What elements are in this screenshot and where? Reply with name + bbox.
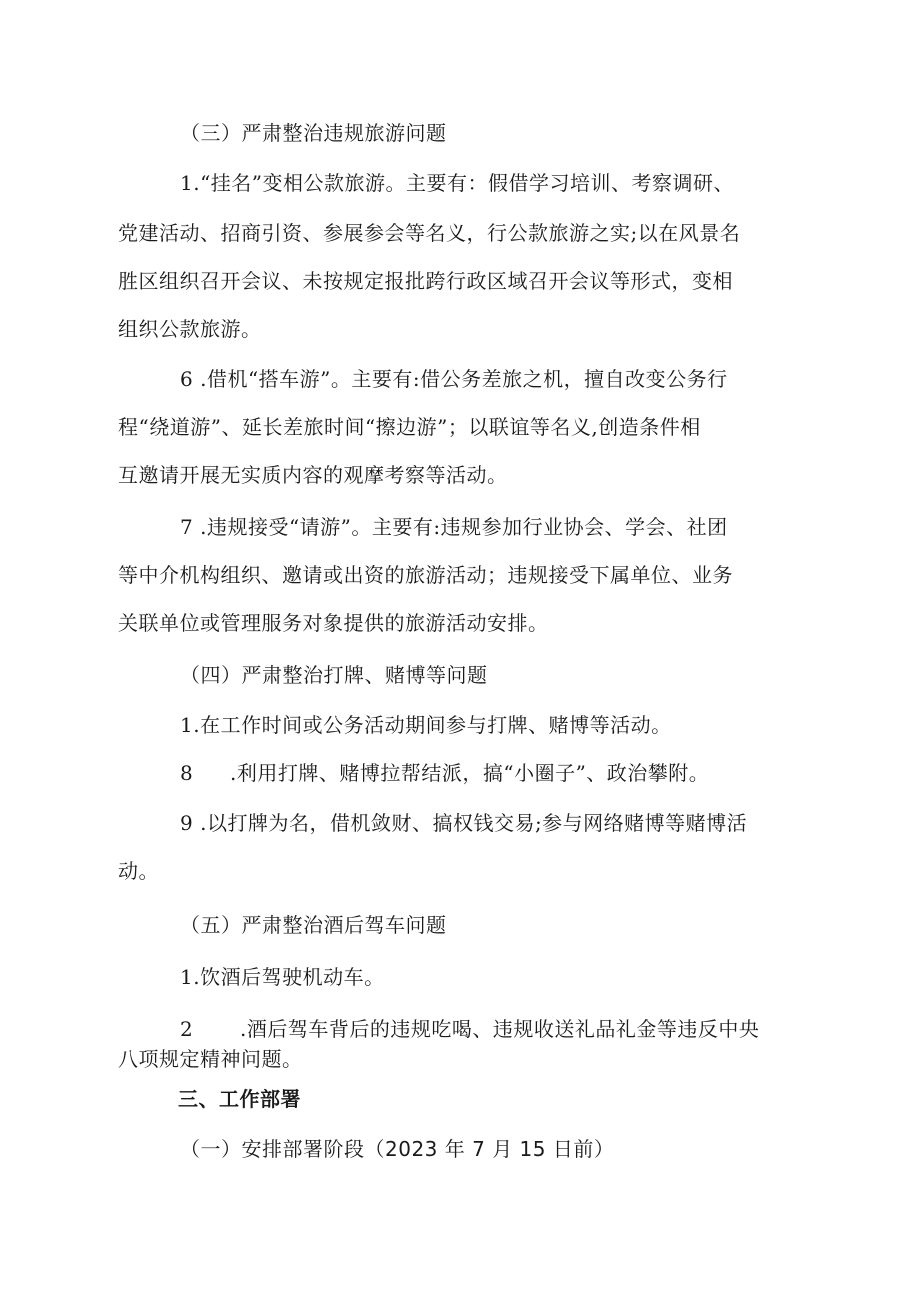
paragraph-line: 八项规定精神问题。: [118, 1047, 303, 1071]
paragraph-line: 6 .借机“搭车游”。主要有:借公务差旅之机，擅自改变公务行: [180, 367, 728, 391]
paragraph-line: .利用打牌、赌博拉帮结派，搞“小圈子”、政治攀附。: [230, 761, 710, 785]
part-heading: 三、工作部署: [178, 1087, 301, 1111]
paragraph-line: 1.在工作时间或公务活动期间参与打牌、赌博等活动。: [180, 713, 672, 737]
paragraph-line: 等中介机构组织、邀请或出资的旅游活动；违规接受下属单位、业务: [118, 563, 733, 587]
list-number: 8: [180, 761, 194, 785]
paragraph-line: 党建活动、招商引资、参展参会等名义，行公款旅游之实;以在风景名: [118, 221, 741, 245]
paragraph-line: 互邀请开展无实质内容的观摩考察等活动。: [118, 463, 508, 487]
section-title-3: （三）严肃整治违规旅游问题: [180, 121, 447, 145]
paragraph-line: 关联单位或管理服务对象提供的旅游活动安排。: [118, 611, 549, 635]
subsection-title: （一）安排部署阶段（2023 年 7 月 15 日前）: [180, 1137, 615, 1161]
paragraph-line: 动。: [118, 859, 159, 883]
paragraph-line: 1.“挂名”变相公款旅游。主要有：假借学习培训、考察调研、: [180, 171, 735, 195]
section-title-4: （四）严肃整治打牌、赌博等问题: [180, 663, 488, 687]
paragraph-line: .酒后驾车背后的违规吃喝、违规收送礼品礼金等违反中央: [240, 1017, 760, 1041]
paragraph-line: 7 .违规接受“请游”。主要有:违规参加行业协会、学会、社团: [180, 515, 728, 539]
paragraph-line: 胜区组织召开会议、未按规定报批跨行政区域召开会议等形式，变相: [118, 269, 733, 293]
paragraph-line: 1.饮酒后驾驶机动车。: [180, 965, 385, 989]
paragraph-line: 9 .以打牌为名，借机敛财、搞权钱交易;参与网络赌博等赌博活: [180, 811, 748, 835]
section-title-5: （五）严肃整治酒后驾车问题: [180, 913, 447, 937]
paragraph-line: 组织公款旅游。: [118, 317, 262, 341]
list-number: 2: [180, 1017, 194, 1041]
paragraph-line: 程“绕道游”、延长差旅时间“擦边游”；以联谊等名义,创造条件相: [118, 415, 701, 439]
